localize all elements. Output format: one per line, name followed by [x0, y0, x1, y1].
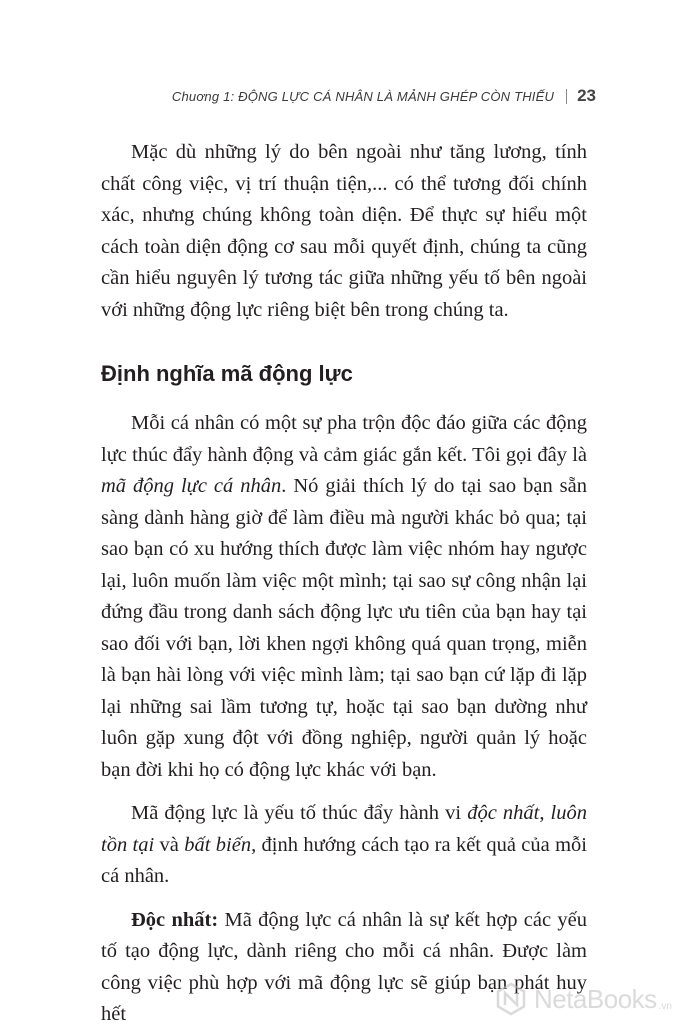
- text-run: , định hướng cách tạo ra kết quả của mỗi cá nhân.: [101, 833, 587, 887]
- emphasis-unique: độc nhất: [467, 802, 540, 824]
- text-run: Mã động lực cá nhân là sự kết hợp các yếu tố tạo động lực, dành riêng cho mỗi cá nhân. Được làm công việc phù hợp với mã động lực sẽ giúp bạn phát huy hết: [101, 908, 587, 1025]
- watermark-suffix: .vn: [658, 1001, 672, 1012]
- watermark: [494, 982, 672, 1016]
- paragraph-definition: [101, 408, 587, 786]
- page-header: [172, 86, 596, 106]
- chapter-title: Chuơng 1: ĐỘNG LỰC CÁ NHÂN LÀ MẢNH GHÉP CÒN THIẾU: [171, 88, 555, 104]
- header-divider: [566, 89, 567, 104]
- netabooks-logo-icon: [494, 982, 528, 1016]
- text-run: ,: [539, 802, 551, 824]
- bold-term: Độc nhất:: [131, 908, 219, 931]
- paragraph-properties: [101, 798, 587, 893]
- page-number: 23: [577, 86, 596, 105]
- watermark-text: NetaBooks: [533, 983, 657, 1014]
- page-body: [101, 137, 587, 1031]
- text-run: và: [154, 833, 185, 856]
- text-run: Mã động lực là yếu tố thúc đẩy hành vi: [131, 802, 468, 824]
- section-heading: Định nghĩa mã động lực: [101, 361, 353, 386]
- emphasis-term: mã động lực cá nhân: [101, 475, 282, 497]
- emphasis-persistent: luôn tồn tại: [101, 802, 587, 856]
- text-run: . Nó giải thích lý do tại sao bạn sẵn sàng dành hàng giờ để làm điều mà người khác bỏ qua; tại sao bạn có xu hướng thích được làm việc nhóm hay ngược lại, luôn muốn làm việc một mình; tại sao sự công nhận lại đứng đầu trong danh sách động lực ưu tiên của bạn hay tại sao đối với bạn, lời khen ngợi không quá quan trọng, miễn là bạn hài lòng với việc mình làm; tại sao bạn cứ lặp đi lặp lại những sai lầm tương tự, hoặc tại sao bạn dường như luôn gặp xung đột với đồng nghiệp, người quản lý hoặc bạn đời khi họ có động lực khác với bạn.: [101, 475, 587, 781]
- paragraph-intro: Mặc dù những lý do bên ngoài như tăng lương, tính chất công việc, vị trí thuận tiện,... có thể tương đối chính xác, nhưng chúng không toàn diện. Để thực sự hiểu một cách toàn diện động cơ sau mỗi quyết định, chúng ta cũng cần hiểu nguyên lý tương tác giữa những yếu tố bên ngoài với những động lực riêng biệt bên trong chúng ta.: [101, 141, 587, 321]
- text-run: Mỗi cá nhân có một sự pha trộn độc đáo giữa các động lực thúc đẩy hành động và cảm giác gắn kết. Tôi gọi đây là: [101, 412, 587, 466]
- emphasis-immutable: bất biến: [184, 833, 252, 856]
